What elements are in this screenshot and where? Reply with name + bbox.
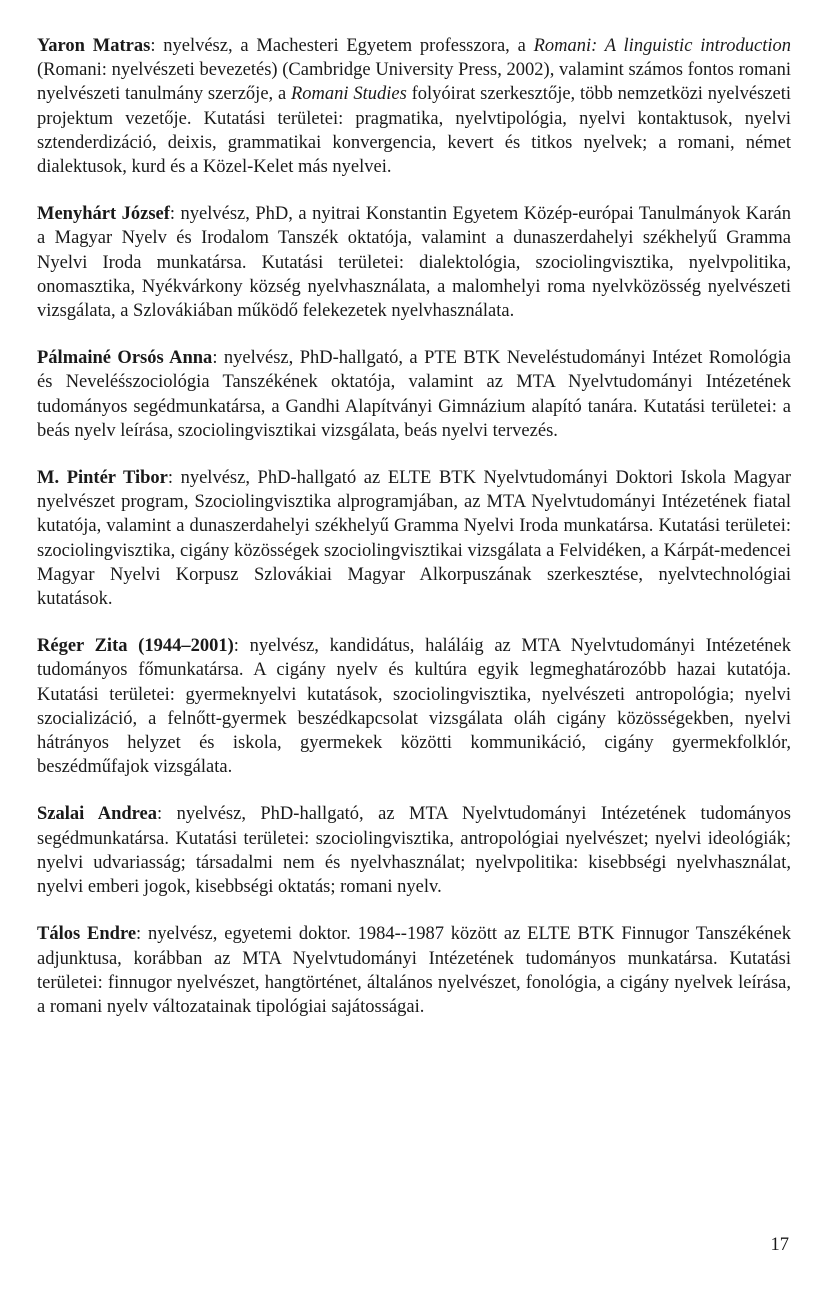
- journal-title: Romani Studies: [291, 84, 407, 105]
- contributor-entry: [37, 466, 791, 611]
- entry-text: : nyelvész, PhD-hallgató, az MTA Nyelvtudományi Intézetének tudományos segédmunkatársa. Kutatási területei: szociolingvisztika, antropológiai nyelvészet; nyelvi ideológiák; nyelvi udvariasság; társadalmi nem és nyelvhasználat; nyelvpolitika: kisebbségi nyelvhasználat, nyelvi emberi jogok, kisebbségi oktatás; romani nyelv.: [37, 804, 791, 898]
- contributor-entry: [37, 202, 791, 323]
- contributor-entry: [37, 922, 791, 1019]
- entry-text: : nyelvész, egyetemi doktor. 1984--1987 között az ELTE BTK Finnugor Tanszékének adjunktusa, korábban az MTA Nyelvtudományi Intézetének tudományos munkatársa. Kutatási területei: finnugor nyelvészet, hangtörténet, általános nyelvészet, fonológia, a cigány nyelvek leírása, a romani nyelv változatainak tipológiai sajátosságai.: [37, 924, 791, 1017]
- book-title: Romani: A linguistic introduction: [533, 36, 791, 56]
- entry-text: : nyelvész, PhD-hallgató, a PTE BTK Neveléstudományi Intézet Romológia és Neveléśszociológia Tanszékének oktatója, valamint az MTA Nyelvtudományi Intézetének tudományos segédmunkatársa, a Gandhi Alapítványi Gimnázium alapító tanára. Kutatási területei: a beás nyelv leírása, szociolingvisztikai vizsgálata, beás nyelvi tervezés.: [37, 348, 791, 441]
- contributor-entry: [37, 634, 791, 779]
- contributor-name: Szalai Andrea: [37, 804, 157, 825]
- entry-text: : nyelvész, kandidátus, haláláig az MTA Nyelvtudományi Intézetének tudományos főmunkatársa. A cigány nyelv és kultúra egyik legmeghatározóbb hazai kutatója. Kutatási területei: gyermeknyelvi kutatások, szociolingvisztika, nyelvészeti antropológia; nyelvi szocializáció, a felnőtt-gyermek beszédkapcsolat vizsgálata oláh cigány közösségekben, nyelvi hátrányos helyzet és iskola, gyermekek közötti kommunikáció, cigány gyermekfolklór, beszédműfajok vizsgálata.: [37, 636, 791, 778]
- contributor-name: M. Pintér Tibor: [37, 468, 168, 489]
- contributor-name: Tálos Endre: [37, 924, 137, 945]
- entry-text: folyóirat szerkesztője, több nemzetközi nyelvészeti projektum vezetője. Kutatási területei: pragmatika, nyelvtipológia, nyelvi kontaktusok, nyelvi sztenderdizáció, deixis, grammatikai konvergencia, kevert és titkos nyelvek; a romani, német dialektusok, kurd és a Közel-Kelet más nyelvei.: [37, 84, 791, 178]
- entry-text: : nyelvész, PhD-hallgató az ELTE BTK Nyelvtudományi Doktori Iskola Magyar nyelvészet program, Szociolingvisztika alprogramjában, az MTA Nyelvtudományi Intézetének fiatal kutatója, valamint a dunaszerdahelyi székhelyű Gramma Nyelvi Iroda munkatársa. Kutatási területei: szociolingvisztika, cigány közösségek szociolingvisztikai vizsgálata a Felvidéken, a Kárpát-medencei Magyar Nyelvi Korpusz Szlovákiai Magyar Alkorpuszának szerkesztése, nyelvtechnológiai kutatások.: [37, 468, 792, 610]
- contributor-entry: [37, 34, 791, 179]
- page-number: 17: [770, 1235, 789, 1255]
- contributor-entry: [37, 802, 791, 899]
- contributor-name: Yaron Matras: [37, 36, 151, 56]
- contributor-entry: [37, 346, 791, 443]
- contributors-list: [37, 34, 791, 1042]
- contributor-name: Réger Zita (1944–2001): [37, 636, 234, 657]
- contributor-name: Pálmainé Orsós Anna: [37, 348, 213, 369]
- contributor-name: Menyhárt József: [37, 204, 170, 225]
- entry-text: : nyelvész, a Machesteri Egyetem professzora, a: [150, 36, 534, 56]
- entry-text: (Romani: nyelvészeti bevezetés) (Cambridge University Press, 2002), valamint számos fontos romani nyelvészeti tanulmány szerzője, a: [37, 60, 791, 105]
- entry-text: : nyelvész, PhD, a nyitrai Konstantin Egyetem Közép-európai Tanulmányok Karán a Magyar Nyelv és Irodalom Tanszék oktatója, valamint a dunaszerdahelyi székhelyű Gramma Nyelvi Iroda munkatársa. Kutatási területei: dialektológia, szociolingvisztika, nyelvpolitika, onomasztika, Nyékvárkony község nyelvhasználata, a malomhelyi roma nyelvközösség nyelvészeti vizsgálata, a Szlovákiában működő felekezetek nyelvhasználata.: [37, 204, 792, 322]
